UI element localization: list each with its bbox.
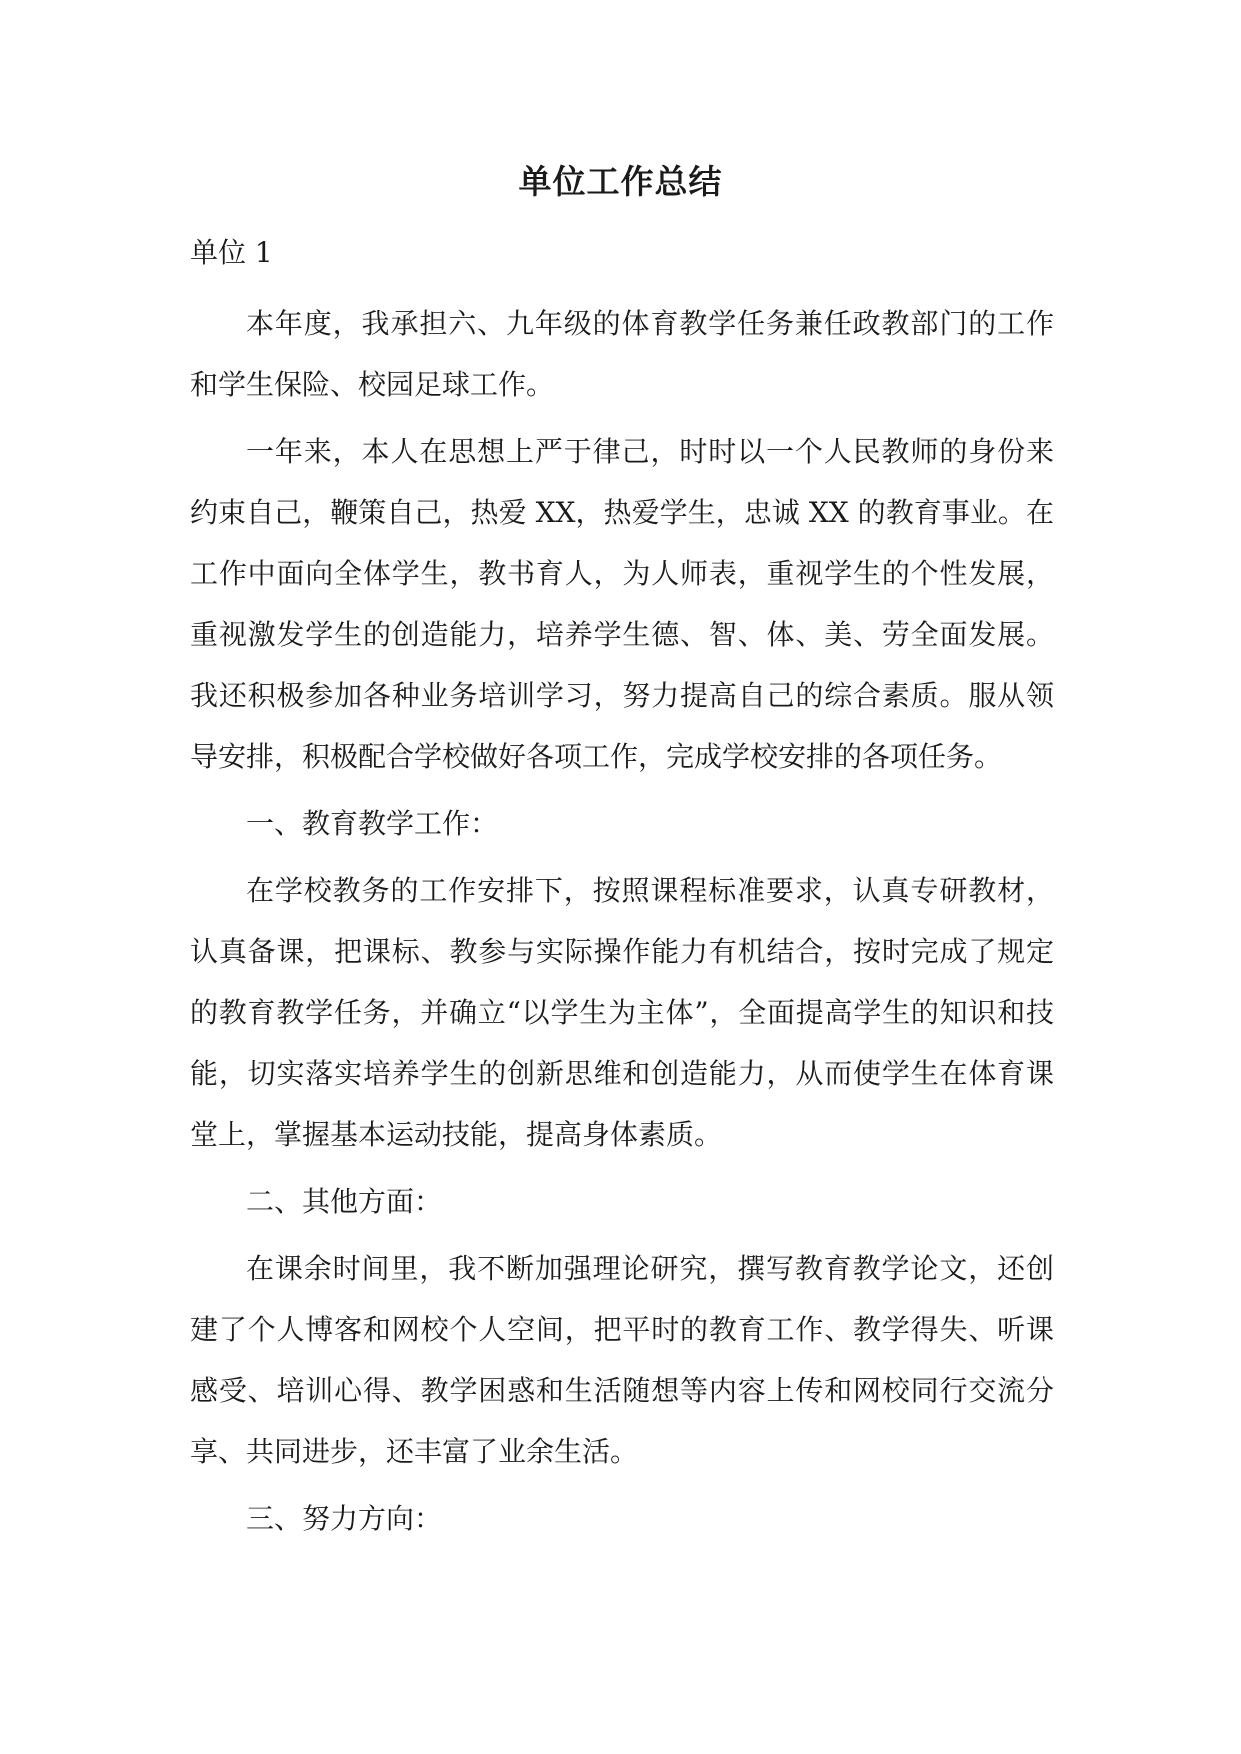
- paragraph-teaching: 在学校教务的工作安排下，按照课程标准要求，认真专研教材，认真备课，把课标、教参与实际操作能力有机结合，按时完成了规定的教育教学任务，并确立“以学生为主体”，全面提高学生的知识和技能，切实落实培养学生的创新思维和创造能力，从而使学生在体育课堂上，掌握基本运动技能，提高身体素质。: [190, 874, 1054, 1151]
- paragraph-intro: 本年度，我承担六、九年级的体育教学任务兼任政教部门的工作和学生保险、校园足球工作。: [190, 307, 1054, 401]
- section-heading-direction: 三、努力方向：: [246, 1502, 443, 1535]
- unit-label: 单位 1: [190, 236, 273, 269]
- section-heading-other: 二、其他方面：: [246, 1185, 443, 1218]
- paragraph-summary: 一年来，本人在思想上严于律己，时时以一个人民教师的身份来约束自己，鞭策自己，热爱 XX，热爱学生，忠诚 XX 的教育事业。在工作中面向全体学生，教书育人，为人师表，重视学生的个性发展，重视激发学生的创造能力，培养学生德、智、体、美、劳全面发展。我还积极参加各种业务培训学习，努力提高自己的综合素质。服从领导安排，积极配合学校做好各项工作，完成学校安排的各项任务。: [190, 435, 1054, 773]
- paragraph-other: 在课余时间里，我不断加强理论研究，撰写教育教学论文，还创建了个人博客和网校个人空间，把平时的教育工作、教学得失、听课感受、培训心得、教学困惑和生活随想等内容上传和网校同行交流分享、共同进步，还丰富了业余生活。: [190, 1252, 1054, 1468]
- document-title: 单位工作总结: [518, 162, 723, 201]
- section-heading-teaching: 一、教育教学工作：: [246, 807, 499, 840]
- document-body: [190, 222, 1054, 1555]
